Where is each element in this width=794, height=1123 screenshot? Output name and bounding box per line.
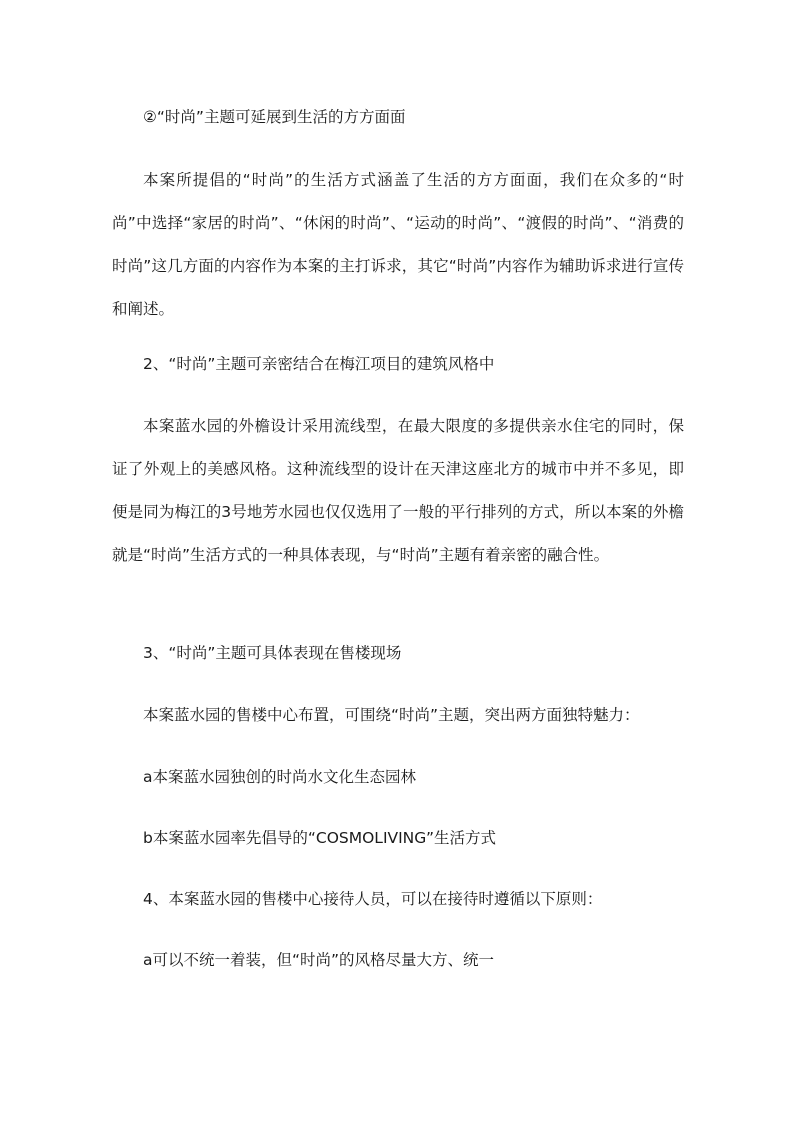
subheading-fashion-extends-to-life: ②“时尚”主题可延展到生活的方方面面 xyxy=(143,108,406,126)
heading-reception-staff: 4、本案蓝水园的售楼中心接待人员，可以在接待时遵循以下原则： xyxy=(143,890,603,908)
list-item-a-water-garden: a本案蓝水园独创的时尚水文化生态园林 xyxy=(143,768,416,786)
paragraph-fashion-lifestyle: 本案所提倡的“时尚”的生活方式涵盖了生活的方方面面，我们在众多的“时尚”中选择“家居的时尚”、“休闲的时尚”、“运动的时尚”、“渡假的时尚”、“消费的时尚”这几方面的内容作为本案的主打诉求，其它“时尚”内容作为辅助诉求进行宣传和阐述。 xyxy=(112,171,684,318)
list-item-b-cosmoliving: b本案蓝水园率先倡导的“COSMOLIVING”生活方式 xyxy=(143,829,496,847)
heading-sales-site: 3、“时尚”主题可具体表现在售楼现场 xyxy=(143,644,402,662)
paragraph-sales-center-layout: 本案蓝水园的售楼中心布置，可围绕“时尚”主题，突出两方面独特魅力： xyxy=(143,706,640,724)
paragraph-exterior-design: 本案蓝水园的外檐设计采用流线型，在最大限度的多提供亲水住宅的同时，保证了外观上的美感风格。这种流线型的设计在天津这座北方的城市中并不多见，即便是同为梅江的3号地芳水园也仅仅选用了一般的平行排列的方式，所以本案的外檐就是“时尚”生活方式的一种具体表现，与“时尚”主题有着亲密的融合性。 xyxy=(112,417,684,564)
list-item-a-dress-code: a可以不统一着装，但“时尚”的风格尽量大方、统一 xyxy=(143,951,495,969)
heading-architecture-style: 2、“时尚”主题可亲密结合在梅江项目的建筑风格中 xyxy=(143,355,495,373)
